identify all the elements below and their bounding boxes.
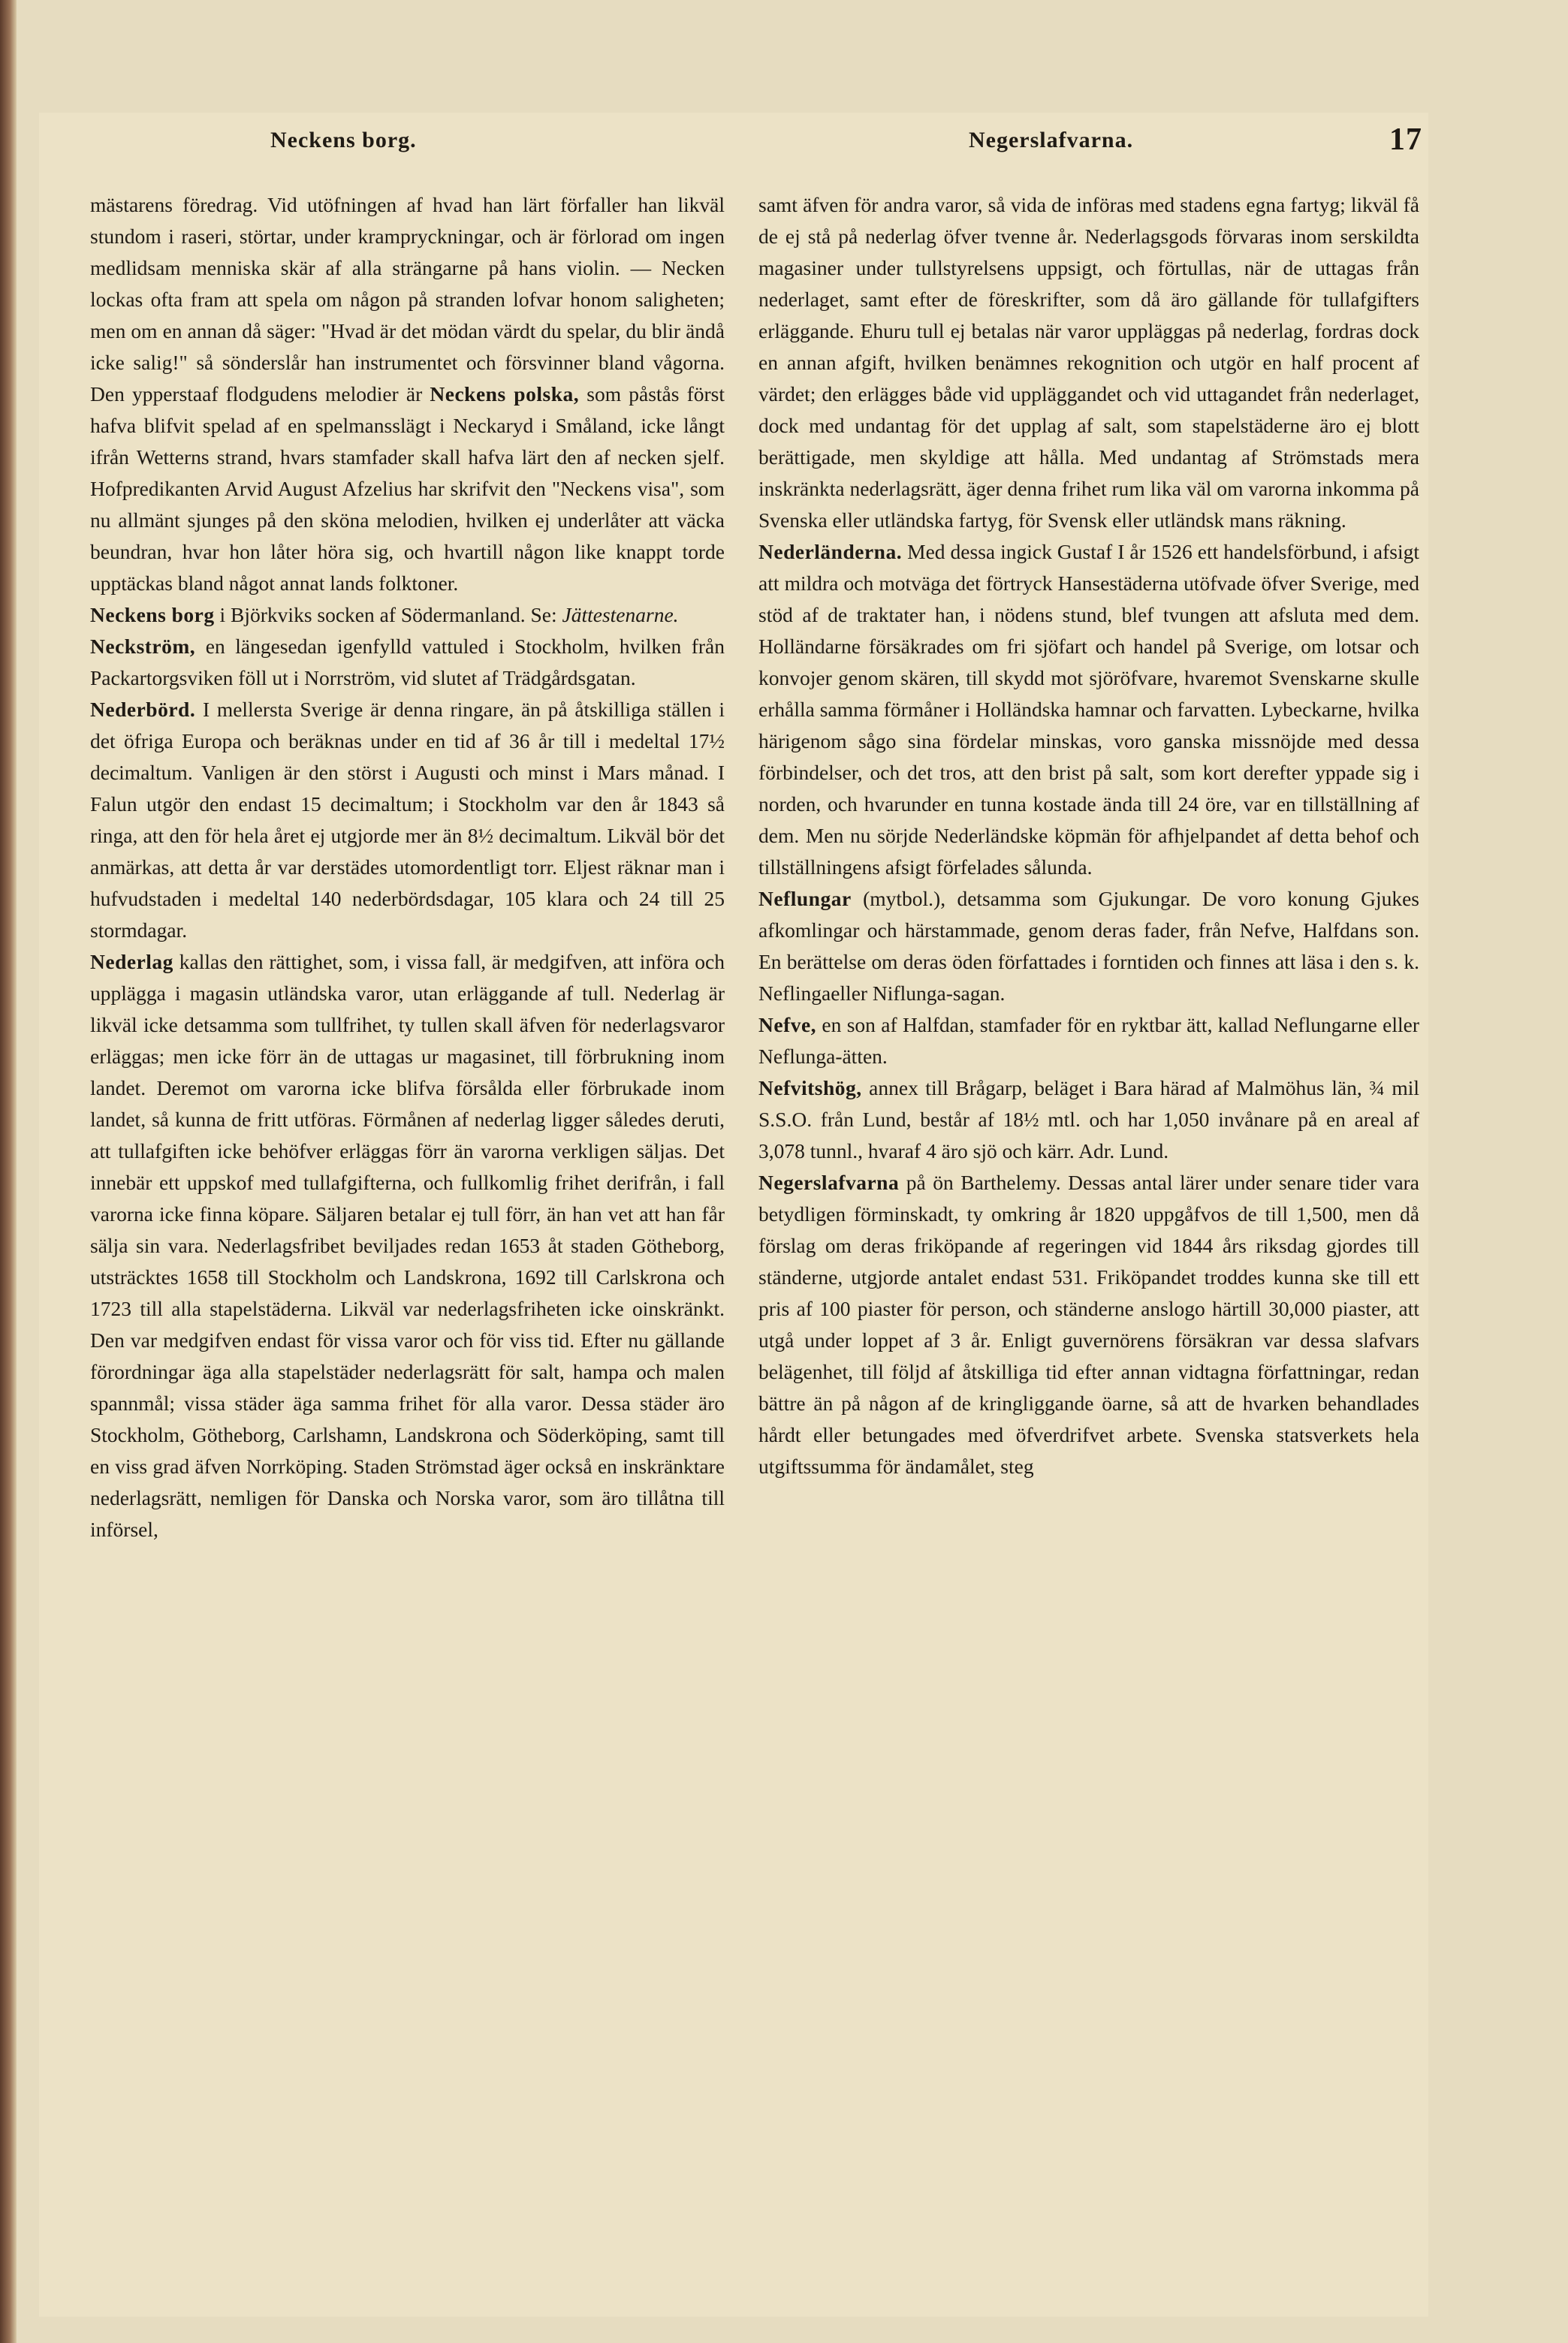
entry-nefvitshog xyxy=(758,1072,1419,1167)
book-binding-edge xyxy=(0,0,17,2343)
inline-headword: Neckens polska, xyxy=(430,382,580,406)
entry-text: mästarens föredrag. Vid utöfningen af hvad han lärt förfaller han likväl stundom i raseri, störtar, under krampryckningar, och är förlorad om ingen medlidsam menniska skär af alla strängarne på hans violin. — Necken lockas ofta fram att spela om någon på stranden lofvar honom saligheten; men om en annan då säger: "Hvad är det mödan värdt du spelar, du blir ändå icke salig!" så sönderslår han instrumentet och försvinner bland vågorna. Den ypperstaaf flodgudens melodier är xyxy=(90,193,725,406)
entry-text: en son af Halfdan, stamfader för en ryktbar ätt, kallad Neflungarne eller Neflunga-ätten. xyxy=(758,1013,1419,1068)
running-header-right: Negerslafvarna. xyxy=(969,128,1134,152)
running-header-left: Neckens borg. xyxy=(270,128,417,152)
entry-negerslafvarna xyxy=(758,1167,1419,1482)
entry-text: annex till Brågarp, beläget i Bara härad af Malmöhus län, ¾ mil S.S.O. från Lund, består af 18½ mtl. och har 1,050 invånare på en areal af 3,078 tunnl., hvaraf 4 äro sjö och kärr. Adr. Lund. xyxy=(758,1076,1419,1162)
headword: Neckens borg xyxy=(90,603,215,626)
entry-text: på ön Barthelemy. Dessas antal lärer under senare tider vara betydligen förminskadt, ty omkring år 1820 uppgåfvos de till 1,500, men då förslag om deras friköpande af regeringen vid 1844 års riksdag gjordes till ständerne, utgjorde antalet endast 531. Friköpandet troddes kunna ske till ett pris af 100 piaster för person, och ständerne anslogo härtill 30,000 piaster, att utgå under loppet af 3 år. Enligt guvernörens försäkran var dessa slafvars belägenhet, till följd af åtskilliga tid efter annan vidtagna författningar, redan bättre än på någon af de kringliggande öarne, så att de hvarken behandlades hårdt eller betungades med öfverdrifvet arbete. Svenska statsverkets hela utgiftssumma för ändamålet, steg xyxy=(758,1171,1420,1478)
cross-reference: Jättestenarne. xyxy=(562,603,679,626)
entry-continuation xyxy=(758,189,1419,536)
headword: Nederlag xyxy=(90,950,173,973)
entry-neckstrom xyxy=(90,631,725,694)
entry-text: en längesedan igenfylld vattuled i Stockholm, hvilken från Packartorgsviken föll ut i Norrström, vid slutet af Trädgårdsgatan. xyxy=(90,635,725,689)
entry-neflungar xyxy=(758,883,1419,1009)
headword: Nefve, xyxy=(758,1013,817,1036)
headword: Nederländerna. xyxy=(758,540,903,563)
entry-nederlanderna xyxy=(758,536,1419,883)
headword: Neflungar xyxy=(758,887,852,910)
entry-text: samt äfven för andra varor, så vida de införas med stadens egna fartyg; likväl få de ej stå på nederlag öfver tvenne år. Nederlagsgods förvaras inom serskildta magasiner under tullstyrelsens uppsigt, och förtullas, när de uttagas från nederlaget, samt efter de föreskrifter, som då äro gällande för tullafgifters erläggande. Ehuru tull ej betalas när varor uppläggas på nederlag, fordras dock en annan afgift, hvilken benämnes rekognition och utgör en half procent af värdet; den erlägges både vid uppläggandet och vid uttagandet från nederlaget, dock med undantag för det upplag af salt, som stapelstäderne äro ej blott berättigade, men skyldige att hålla. Med undantag af Strömstads mera inskränkta nederlagsrätt, äger denna frihet rum lika väl om varorna inkomma på Svenska eller utländska fartyg, för Svensk eller utländsk mans räkning. xyxy=(758,193,1419,532)
headword: Neckström, xyxy=(90,635,196,658)
entry-neckens-borg xyxy=(90,599,725,631)
entry-text: som påstås först hafva blifvit spelad af en spelmansslägt i Neckaryd i Småland, icke långt ifrån Wetterns strand, hvars stamfader skall hafva lärt den af necken sjelf. Hofpredikanten Arvid August Afzelius har skrifvit den "Neckens visa", som nu allmänt sjunges på den sköna melodien, hvilken ej underlåter att väcka beundran, hvar hon låter höra sig, och hvartill någon like knappt torde upptäckas bland något annat lands folktoner. xyxy=(90,382,725,595)
headword: Nederbörd. xyxy=(90,698,196,721)
entry-text: kallas den rättighet, som, i vissa fall, är medgifven, att införa och upplägga i magasin utländska varor, utan erläggande af tull. Nederlag är likväl icke detsamma som tullfrihet, ty tullen skall äfven för nederlagsvaror erläggas; men icke förr än de uttagas ur magasinet, till förbrukning inom landet. Deremot om varorna icke blifva försålda eller förbrukade inom landet, så kunna de fritt utföras. Förmånen af nederlag ligger således deruti, att tullafgiften icke behöfver erläggas förr än varorna verkligen säljas. Det innebär ett uppskof med tullafgifterna, och fullkomlig frihet derifrån, i fall varorna icke finna köpare. Säljaren betalar ej tull förr, än han vet att han får sälja sin vara. Nederlagsfribet beviljades redan 1653 åt staden Götheborg, utsträcktes 1658 till Stockholm och Landskrona, 1692 till Carlskrona och 1723 till alla stapelstäderna. Likväl var nederlagsfriheten icke oinskränkt. Den var medgifven endast för vissa varor och för viss tid. Efter nu gällande förordningar äga alla stapelstäder nederlagsrätt för salt, hampa och malen spannmål; vissa städer äga samma frihet för alla varor. Dessa städer äro Stockholm, Götheborg, Carlshamn, Landskrona och Söderköping, samt till en viss grad äfven Norrköping. Staden Strömstad äger också en inskränktare nederlagsrätt, nemligen för Danska och Norska varor, som äro tillåtna till införsel, xyxy=(90,950,725,1541)
entry-text: I mellersta Sverige är denna ringare, än på åtskilliga ställen i det öfriga Europa och beräknas under en tid af 36 år till i medeltal 17½ decimaltum. Vanligen är den störst i Augusti och minst i Mars månad. I Falun utgör den endast 15 decimaltum; i Stockholm var den år 1843 så ringa, att den för hela året ej utgjorde mer än 8½ decimaltum. Likväl bör det anmärkas, att detta år var derstädes utomordentligt torr. Eljest räknar man i hufvudstaden i medeltal 140 nederbördsdagar, 105 klara och 24 till 25 stormdagar. xyxy=(90,698,725,942)
entry-nederlag xyxy=(90,946,725,1545)
headword: Nefvitshög, xyxy=(758,1076,862,1099)
entry-continuation xyxy=(90,189,725,599)
left-column xyxy=(90,189,725,1545)
headword: Negerslafvarna xyxy=(758,1171,900,1194)
right-column xyxy=(758,189,1419,1482)
entry-nefve xyxy=(758,1009,1419,1072)
page-number: 17 xyxy=(1389,122,1422,157)
entry-nederbord xyxy=(90,694,725,946)
entry-text: Med dessa ingick Gustaf I år 1526 ett handelsförbund, i afsigt att mildra och motväga det förtryck Hansestäderna utöfvade öfver Sverige, med stöd af de traktater han, i nödens stund, blef tvungen att afsluta med dem. Holländarne försäkrades om fri sjöfart och handel på Sverige, om lotsar och konvojer genom skären, till skydd mot sjöröfvare, hvaremot Svenskarne skulle erhålla samma förmåner i Holländska hamnar och farvatten. Lybeckarne, hvilka härigenom sågo sina fördelar minskas, voro ganska missnöjde med dessa förbindelser, och det tros, att den brist på salt, som kort derefter yppade sig i norden, och hvarunder en tunna kostade ända till 24 öre, var en tillställning af dem. Men nu sörjde Nederländske köpmän för afhjelpandet af detta behof och tillställningens afsigt förfelades sålunda. xyxy=(758,540,1420,879)
entry-text: i Björkviks socken af Södermanland. Se: xyxy=(219,603,557,626)
entry-text: (mytbol.), detsamma som Gjukungar. De voro konung Gjukes afkomlingar och härstammade, genom deras fader, från Nefve, Halfdans son. En berättelse om deras öden författades i forntiden och finnes att läsa i den s. k. Neflingaeller Niflunga-sagan. xyxy=(758,887,1420,1005)
